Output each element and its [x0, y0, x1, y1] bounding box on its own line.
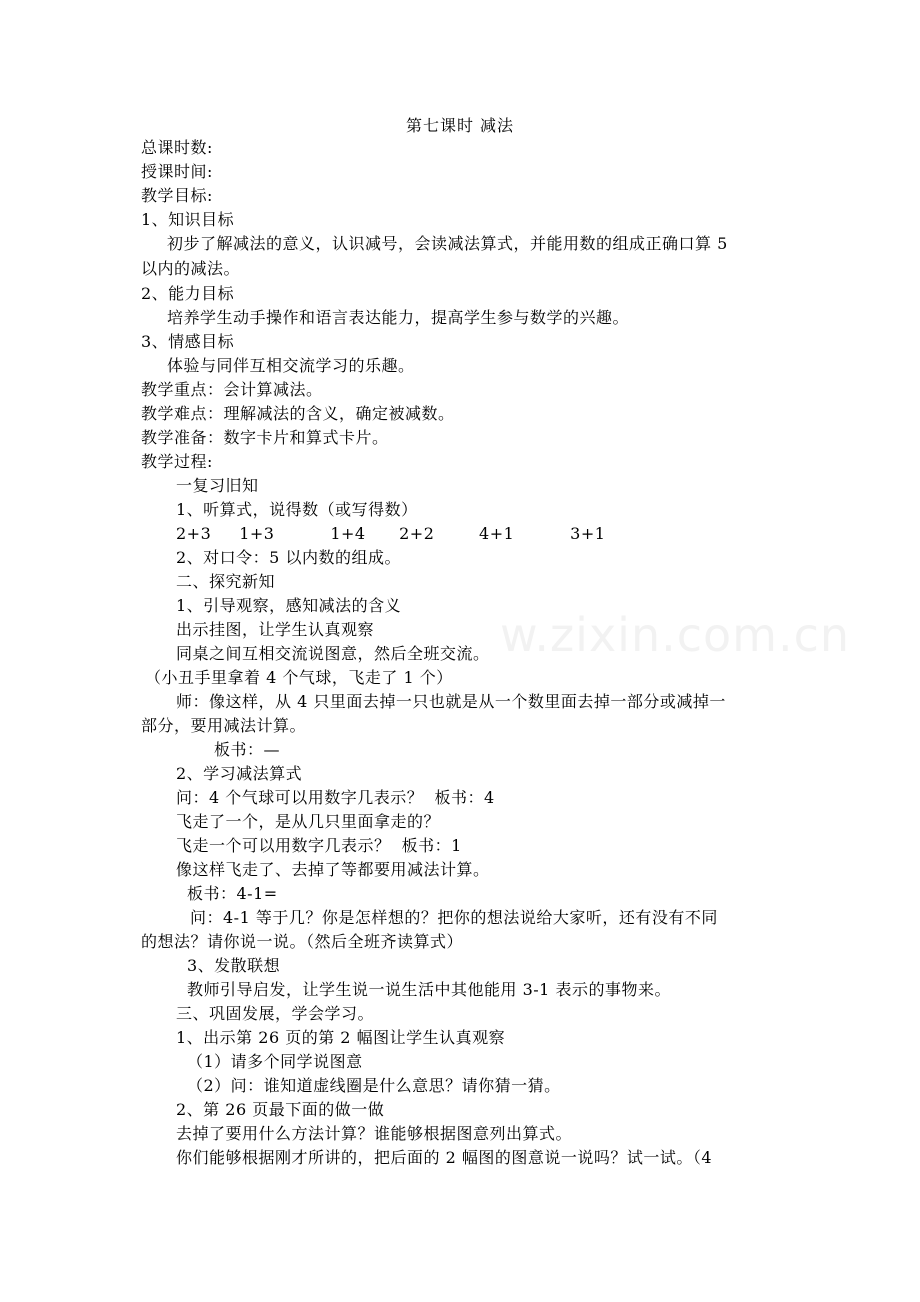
text-line: 体验与同伴互相交流学习的乐趣。 — [167, 356, 415, 375]
lesson-title: 第七课时 减法 — [405, 116, 515, 135]
text-line: 教学目标: — [141, 186, 213, 205]
text-line: 问：4-1 等于几？你是怎样想的？把你的想法说给大家听，还有没有不同 — [190, 908, 718, 927]
text-line: 总课时数: — [141, 138, 213, 157]
text-line: 飞走一个可以用数字几表示？ 板书：1 — [176, 836, 462, 855]
text-line: 部分，要用减法计算。 — [141, 716, 307, 735]
text-line: 的想法？请你说一说。（然后全班齐读算式） — [141, 932, 464, 951]
text-line: 培养学生动手操作和语言表达能力，提高学生参与数学的兴趣。 — [167, 308, 630, 327]
text-line: 1、引导观察，感知减法的含义 — [176, 596, 402, 615]
text-line: 教师引导启发，让学生说一说生活中其他能用 3-1 表示的事物来。 — [187, 980, 671, 999]
text-line: 授课时间: — [141, 162, 213, 181]
text-line: 初步了解减法的意义，认识减号，会读减法算式，并能用数的组成正确口算 5 — [167, 234, 728, 253]
text-line: 师：像这样，从 4 只里面去掉一只也就是从一个数里面去掉一部分或减掉一 — [176, 692, 726, 711]
text-line: 2、能力目标 — [141, 284, 235, 303]
text-line: 去掉了要用什么方法计算？谁能够根据图意列出算式。 — [176, 1124, 573, 1143]
text-line: 教学过程: — [141, 452, 213, 471]
text-line: （小丑手里拿着 4 个气球，飞走了 1 个） — [145, 668, 453, 687]
text-line: 三、巩固发展，学会学习。 — [176, 1004, 375, 1023]
text-line: 飞走了一个，是从几只里面拿走的？ — [176, 812, 441, 831]
text-line: 板书：— — [214, 740, 281, 759]
text-line: 3、发散联想 — [187, 956, 281, 975]
text-line: 以内的减法。 — [141, 259, 241, 278]
watermark: w.zixin.com.cn — [500, 608, 851, 662]
text-line: 一复习旧知 — [176, 476, 259, 495]
text-line: 1、知识目标 — [141, 210, 235, 229]
text-line: 板书：4-1= — [187, 884, 278, 903]
text-line: 像这样飞走了、去掉了等都要用减法计算。 — [176, 860, 490, 879]
text-line: （1）请多个同学说图意 — [187, 1052, 363, 1071]
text-line: 出示挂图，让学生认真观察 — [176, 620, 375, 639]
text-line: 3、情感目标 — [141, 332, 235, 351]
text-line: 二、探究新知 — [176, 572, 276, 591]
text-line: 同桌之间互相交流说图意，然后全班交流。 — [176, 644, 490, 663]
text-line: 1、听算式，说得数（或写得数） — [176, 500, 418, 519]
text-line: 1、出示第 26 页的第 2 幅图让学生认真观察 — [176, 1028, 506, 1047]
text-line: 2、第 26 页最下面的做一做 — [176, 1100, 385, 1119]
text-line: 2、对口令：5 以内数的组成。 — [176, 548, 401, 567]
text-line: 问：4 个气球可以用数字几表示？ 板书：4 — [176, 788, 495, 807]
text-line: 2+3 1+3 1+4 2+2 4+1 3+1 — [176, 524, 606, 543]
text-line: 你们能够根据刚才所讲的，把后面的 2 幅图的图意说一说吗？试一试。（4 — [176, 1148, 713, 1167]
text-line: 教学准备：数字卡片和算式卡片。 — [141, 428, 389, 447]
text-line: 2、学习减法算式 — [176, 764, 303, 783]
text-line: 教学重点：会计算减法。 — [141, 380, 323, 399]
text-line: 教学难点：理解减法的含义，确定被减数。 — [141, 404, 455, 423]
text-line: （2）问：谁知道虚线圈是什么意思？请你猜一猜。 — [187, 1076, 561, 1095]
